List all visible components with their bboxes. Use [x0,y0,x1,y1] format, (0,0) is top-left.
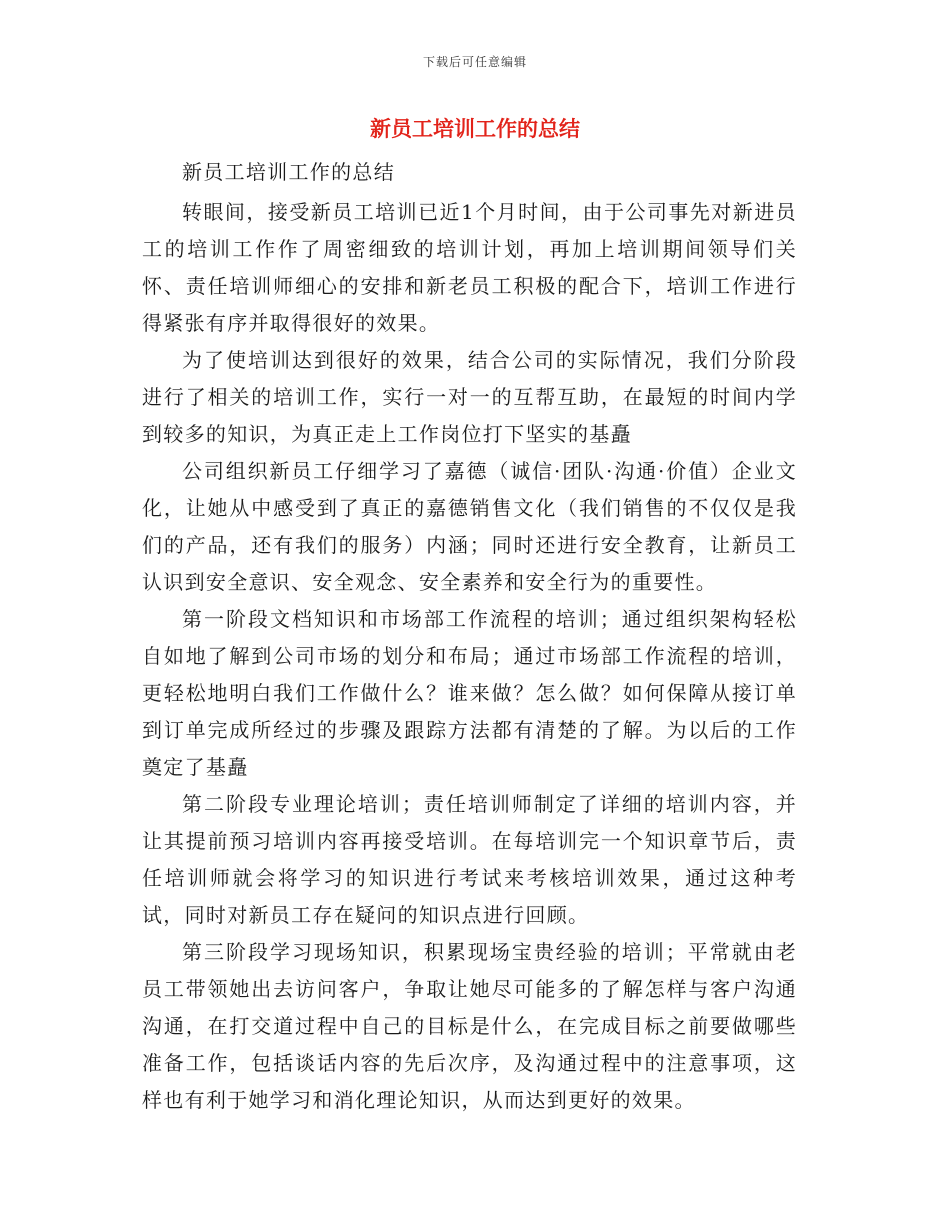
paragraph: 第二阶段专业理论培训；责任培训师制定了详细的培训内容，并让其提前预习培训内容再接受培训。在每培训完一个知识章节后，责任培训师就会将学习的知识进行考试来考核培训效果，通过这种考试，同时对新员工存在疑问的知识点进行回顾。 [142,792,797,927]
document-body [142,154,797,1119]
paragraph: 为了使培训达到很好的效果，结合公司的实际情况，我们分阶段进行了相关的培训工作，实行一对一的互帮互助，在最短的时间内学到较多的知识，为真正走上工作岗位打下坚实的基矗 [142,348,797,446]
paragraph: 转眼间，接受新员工培训已近1个月时间，由于公司事先对新进员工的培训工作作了周密细致的培训计划，再加上培训期间领导们关怀、责任培训师细心的安排和新老员工积极的配合下，培训工作进行得紧张有序并取得很好的效果。 [142,200,797,335]
document-title: 新员工培训工作的总结 [370,117,580,141]
header-note: 下载后可任意编辑 [422,55,527,69]
paragraph: 公司组织新员工仔细学习了嘉德（诚信·团队·沟通·价值）企业文化，让她从中感受到了真正的嘉德销售文化（我们销售的不仅仅是我们的产品，还有我们的服务）内涵；同时还进行安全教育，让新员工认识到安全意识、安全观念、安全素养和安全行为的重要性。 [142,459,797,594]
paragraph: 第一阶段文档知识和市场部工作流程的培训；通过组织架构轻松自如地了解到公司市场的划分和布局；通过市场部工作流程的培训，更轻松地明白我们工作做什么？谁来做？怎么做？如何保障从接订单到订单完成所经过的步骤及跟踪方法都有清楚的了解。为以后的工作奠定了基矗 [142,607,797,779]
paragraph: 第三阶段学习现场知识，积累现场宝贵经验的培训；平常就由老员工带领她出去访问客户，争取让她尽可能多的了解怎样与客户沟通沟通，在打交道过程中自己的目标是什么，在完成目标之前要做哪些准备工作，包括谈话内容的先后次序，及沟通过程中的注意事项，这样也有利于她学习和消化理论知识，从而达到更好的效果。 [142,940,797,1112]
document-subtitle: 新员工培训工作的总结 [182,160,395,184]
